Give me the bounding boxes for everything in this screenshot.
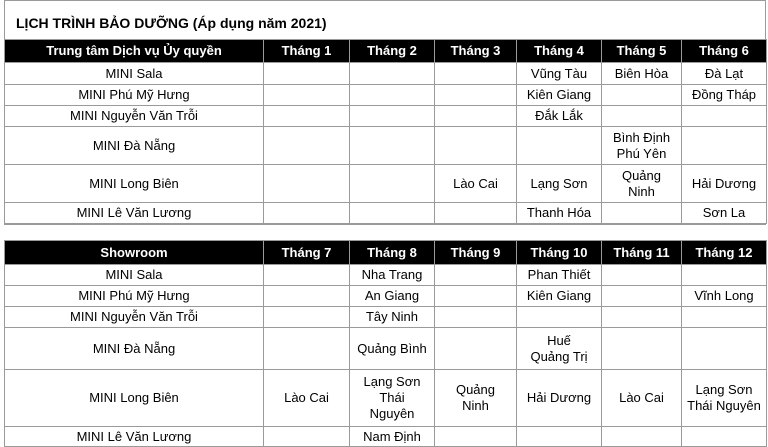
location-name: MINI Sala xyxy=(5,265,264,286)
province-name: Lạng Sơn xyxy=(695,382,753,397)
schedule-cell xyxy=(682,106,767,127)
schedule-cell xyxy=(435,165,517,203)
schedule-cell xyxy=(602,165,682,203)
schedule-cell xyxy=(264,85,350,106)
schedule-cell xyxy=(602,427,682,447)
table-row xyxy=(5,370,767,427)
schedule-cell xyxy=(682,203,767,224)
schedule-cell xyxy=(682,85,767,106)
location-name: MINI Long Biên xyxy=(5,370,264,427)
province-name: Bình Định xyxy=(612,129,671,145)
schedule-cell xyxy=(435,85,517,106)
province-name: Đắk Lắk xyxy=(535,108,583,123)
province-name: Sơn La xyxy=(702,205,746,220)
schedule-cell xyxy=(602,63,682,85)
table-row xyxy=(5,286,767,307)
schedule-cell xyxy=(264,370,350,427)
schedule-cell xyxy=(602,370,682,427)
schedule-cell xyxy=(602,106,682,127)
location-name: MINI Lê Văn Lương xyxy=(5,203,264,224)
schedule-cell xyxy=(350,265,435,286)
table-row xyxy=(5,203,767,224)
table-row xyxy=(5,63,767,85)
province-name: Lạng Sơn xyxy=(530,175,588,191)
location-name: MINI Đà Nẵng xyxy=(5,328,264,370)
location-name: MINI Sala xyxy=(5,63,264,85)
province-name: Vĩnh Long xyxy=(694,288,754,303)
province-name: Hải Dương xyxy=(691,175,757,191)
province-name: Nha Trang xyxy=(361,267,423,282)
schedule-cell xyxy=(435,265,517,286)
schedule-cell xyxy=(350,165,435,203)
location-name: MINI Long Biên xyxy=(5,165,264,203)
column-header-month: Tháng 9 xyxy=(435,241,517,265)
location-name: MINI Phú Mỹ Hưng xyxy=(5,286,264,307)
schedule-cell xyxy=(602,328,682,370)
location-name: MINI Nguyễn Văn Trỗi xyxy=(5,307,264,328)
table-row xyxy=(5,85,767,106)
schedule-cell xyxy=(682,427,767,447)
schedule-cell xyxy=(264,127,350,165)
section-spacer xyxy=(4,224,766,241)
schedule-cell xyxy=(435,203,517,224)
schedule-cell xyxy=(435,286,517,307)
province-name: Lạng Sơn xyxy=(363,374,421,389)
schedule-cell xyxy=(517,286,602,307)
province-name: Ninh xyxy=(628,183,655,199)
schedule-cell xyxy=(682,165,767,203)
schedule-cell xyxy=(264,63,350,85)
province-name: Phú Yên xyxy=(616,145,667,161)
province-name: Phan Thiết xyxy=(527,267,591,282)
schedule-cell xyxy=(264,427,350,447)
location-name: MINI Đà Nẵng xyxy=(5,127,264,165)
schedule-cell xyxy=(517,427,602,447)
schedule-cell xyxy=(602,307,682,328)
province-name: Lào Cai xyxy=(619,390,664,405)
schedule-cell xyxy=(682,328,767,370)
province-name: Thái Nguyên xyxy=(687,398,761,413)
schedule-cell xyxy=(517,370,602,427)
province-name: Quảng Bình xyxy=(357,340,427,356)
schedule-cell xyxy=(602,286,682,307)
schedule-cell xyxy=(350,427,435,447)
table-row xyxy=(5,427,767,447)
schedule-cell xyxy=(435,127,517,165)
schedule-cell xyxy=(517,106,602,127)
schedule-cell xyxy=(682,286,767,307)
column-header-location: Trung tâm Dịch vụ Ủy quyền xyxy=(5,40,264,63)
table-header-row xyxy=(5,40,767,63)
column-header-month: Tháng 2 xyxy=(350,40,435,63)
province-name: Kiên Giang xyxy=(526,288,592,303)
schedule-cell xyxy=(264,203,350,224)
schedule-cell xyxy=(435,307,517,328)
schedule-cell xyxy=(682,370,767,427)
schedule-cell xyxy=(602,127,682,165)
column-header-month: Tháng 5 xyxy=(602,40,682,63)
schedule-cell xyxy=(264,307,350,328)
column-header-month: Tháng 12 xyxy=(682,241,767,265)
province-name: Đà Lạt xyxy=(704,65,744,81)
schedule-cell xyxy=(517,165,602,203)
location-name: MINI Phú Mỹ Hưng xyxy=(5,85,264,106)
province-name: Nguyên xyxy=(369,406,415,421)
schedule-cell xyxy=(350,63,435,85)
schedule-title: LỊCH TRÌNH BẢO DƯỠNG (Áp dụng năm 2021) xyxy=(4,0,766,40)
table-header-row xyxy=(5,241,767,265)
table-row xyxy=(5,307,767,328)
province-name: Đồng Tháp xyxy=(691,87,757,102)
province-name: Lào Cai xyxy=(284,390,329,405)
province-name: Thanh Hóa xyxy=(526,205,592,220)
location-name: MINI Nguyễn Văn Trỗi xyxy=(5,106,264,127)
province-name: Quảng xyxy=(621,167,662,183)
schedule-cell xyxy=(682,127,767,165)
schedule-cell xyxy=(435,63,517,85)
schedule-cell xyxy=(350,370,435,427)
schedule-cell xyxy=(264,328,350,370)
column-header-month: Tháng 3 xyxy=(435,40,517,63)
service-center-table xyxy=(4,39,767,224)
schedule-cell xyxy=(602,203,682,224)
column-header-month: Tháng 6 xyxy=(682,40,767,63)
schedule-cell xyxy=(350,203,435,224)
province-name: Lào Cai xyxy=(453,175,498,191)
schedule-cell xyxy=(435,106,517,127)
schedule-cell xyxy=(435,427,517,447)
schedule-cell xyxy=(602,85,682,106)
schedule-cell xyxy=(682,307,767,328)
province-name: An Giang xyxy=(364,288,420,303)
table-row xyxy=(5,328,767,370)
province-name: Vũng Tàu xyxy=(530,65,588,81)
province-name: Biên Hòa xyxy=(614,65,669,81)
schedule-cell xyxy=(350,286,435,307)
province-name: Quảng xyxy=(455,382,496,397)
column-header-month: Tháng 10 xyxy=(517,241,602,265)
schedule-cell xyxy=(350,106,435,127)
province-name: Thái xyxy=(379,390,405,405)
province-name: Quảng Trị xyxy=(530,348,588,364)
table-row xyxy=(5,127,767,165)
schedule-cell xyxy=(517,127,602,165)
schedule-cell xyxy=(517,307,602,328)
table-row xyxy=(5,106,767,127)
showroom-table xyxy=(4,240,767,447)
schedule-cell xyxy=(517,328,602,370)
column-header-month: Tháng 8 xyxy=(350,241,435,265)
schedule-cell xyxy=(682,265,767,286)
schedule-cell xyxy=(264,265,350,286)
column-header-month: Tháng 4 xyxy=(517,40,602,63)
schedule-cell xyxy=(264,165,350,203)
table-row xyxy=(5,165,767,203)
province-name: Tây Ninh xyxy=(365,309,419,324)
schedule-cell xyxy=(264,106,350,127)
schedule-cell xyxy=(435,370,517,427)
schedule-cell xyxy=(350,127,435,165)
province-name: Hải Dương xyxy=(526,390,592,405)
schedule-cell xyxy=(517,63,602,85)
schedule-cell xyxy=(350,307,435,328)
schedule-cell xyxy=(350,85,435,106)
schedule-cell xyxy=(682,63,767,85)
column-header-month: Tháng 1 xyxy=(264,40,350,63)
schedule-cell xyxy=(264,286,350,307)
schedule-cell xyxy=(517,85,602,106)
province-name: Ninh xyxy=(462,398,489,413)
schedule-cell xyxy=(350,328,435,370)
province-name: Nam Định xyxy=(363,428,421,444)
schedule-cell xyxy=(602,265,682,286)
column-header-location: Showroom xyxy=(5,241,264,265)
column-header-month: Tháng 7 xyxy=(264,241,350,265)
table-row xyxy=(5,265,767,286)
location-name: MINI Lê Văn Lương xyxy=(5,427,264,447)
province-name: Kiên Giang xyxy=(526,87,592,102)
schedule-cell xyxy=(517,203,602,224)
schedule-cell xyxy=(435,328,517,370)
column-header-month: Tháng 11 xyxy=(602,241,682,265)
schedule-cell xyxy=(517,265,602,286)
province-name: Huế xyxy=(547,332,571,348)
